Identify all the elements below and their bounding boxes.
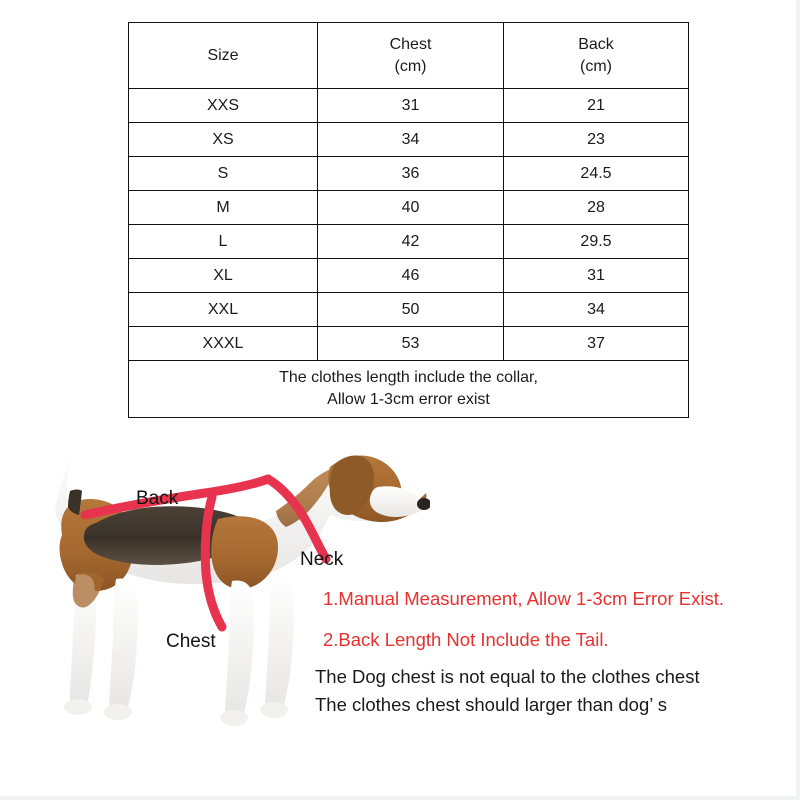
cell-chest: 53 bbox=[318, 327, 504, 361]
cell-size: XS bbox=[129, 123, 318, 157]
column-header-size-label: Size bbox=[207, 46, 239, 64]
cell-back: 29.5 bbox=[504, 225, 689, 259]
table-footer-row bbox=[129, 361, 689, 418]
red-note-2: 2.Back Length Not Include the Tail. bbox=[323, 628, 609, 650]
table-footer bbox=[129, 361, 689, 418]
cell-chest: 31 bbox=[318, 89, 504, 123]
dog-front-leg-far bbox=[225, 581, 254, 716]
cell-chest: 42 bbox=[318, 225, 504, 259]
cell-back: 34 bbox=[504, 293, 689, 327]
table-footer-note bbox=[129, 361, 689, 418]
cell-chest: 36 bbox=[318, 157, 504, 191]
table-row bbox=[129, 293, 689, 327]
cell-size: XXXL bbox=[129, 327, 318, 361]
dog-front-leg-near bbox=[265, 573, 294, 708]
table-body bbox=[129, 89, 689, 361]
column-header-back bbox=[504, 23, 689, 89]
dog-leg-marking bbox=[73, 572, 104, 607]
diagram-label-back: Back bbox=[136, 488, 179, 509]
column-header-chest-label: Chest bbox=[389, 35, 432, 53]
cell-back: 31 bbox=[504, 259, 689, 293]
cell-chest: 46 bbox=[318, 259, 504, 293]
red-notes-block bbox=[323, 590, 783, 649]
column-header-chest-unit: (cm) bbox=[394, 57, 427, 75]
cell-back: 21 bbox=[504, 89, 689, 123]
black-note-2: The clothes chest should larger than dog’ s bbox=[315, 694, 668, 716]
table-header bbox=[129, 23, 689, 89]
table-row bbox=[129, 89, 689, 123]
table-row bbox=[129, 225, 689, 259]
diagram-label-neck: Neck bbox=[300, 549, 344, 570]
table-row bbox=[129, 327, 689, 361]
column-header-chest bbox=[318, 23, 504, 89]
dog-hind-leg-near bbox=[109, 579, 138, 710]
cell-size: XL bbox=[129, 259, 318, 293]
cell-size: M bbox=[129, 191, 318, 225]
table-row bbox=[129, 157, 689, 191]
dog-paw bbox=[260, 702, 288, 718]
black-notes-block bbox=[315, 663, 785, 719]
dog-paw bbox=[64, 699, 92, 715]
cell-size: XXL bbox=[129, 293, 318, 327]
table-row bbox=[129, 123, 689, 157]
column-header-back-unit: (cm) bbox=[580, 57, 612, 75]
cell-size: XXS bbox=[129, 89, 318, 123]
cell-back: 37 bbox=[504, 327, 689, 361]
table-row bbox=[129, 191, 689, 225]
table-footer-note-line-2: Allow 1-3cm error exist bbox=[327, 391, 490, 408]
dog-paw bbox=[220, 710, 248, 726]
black-note-1: The Dog chest is not equal to the clothes chest bbox=[315, 666, 700, 687]
table-header-row bbox=[129, 23, 689, 89]
table-row bbox=[129, 259, 689, 293]
dog-paw bbox=[104, 704, 132, 720]
cell-back: 28 bbox=[504, 191, 689, 225]
cell-size: S bbox=[129, 157, 318, 191]
column-header-size bbox=[129, 23, 318, 89]
size-chart-table bbox=[128, 22, 689, 418]
cell-chest: 34 bbox=[318, 123, 504, 157]
cell-chest: 40 bbox=[318, 191, 504, 225]
cell-size: L bbox=[129, 225, 318, 259]
cell-chest: 50 bbox=[318, 293, 504, 327]
table-footer-note-line-1: The clothes length include the collar, bbox=[279, 369, 538, 387]
dog-shoulder-marking bbox=[211, 516, 278, 589]
diagram-label-chest: Chest bbox=[166, 631, 216, 652]
column-header-back-label: Back bbox=[578, 35, 614, 53]
cell-back: 24.5 bbox=[504, 157, 689, 191]
cell-back: 23 bbox=[504, 123, 689, 157]
red-note-1: 1.Manual Measurement, Allow 1-3cm Error Exist. bbox=[323, 588, 724, 609]
